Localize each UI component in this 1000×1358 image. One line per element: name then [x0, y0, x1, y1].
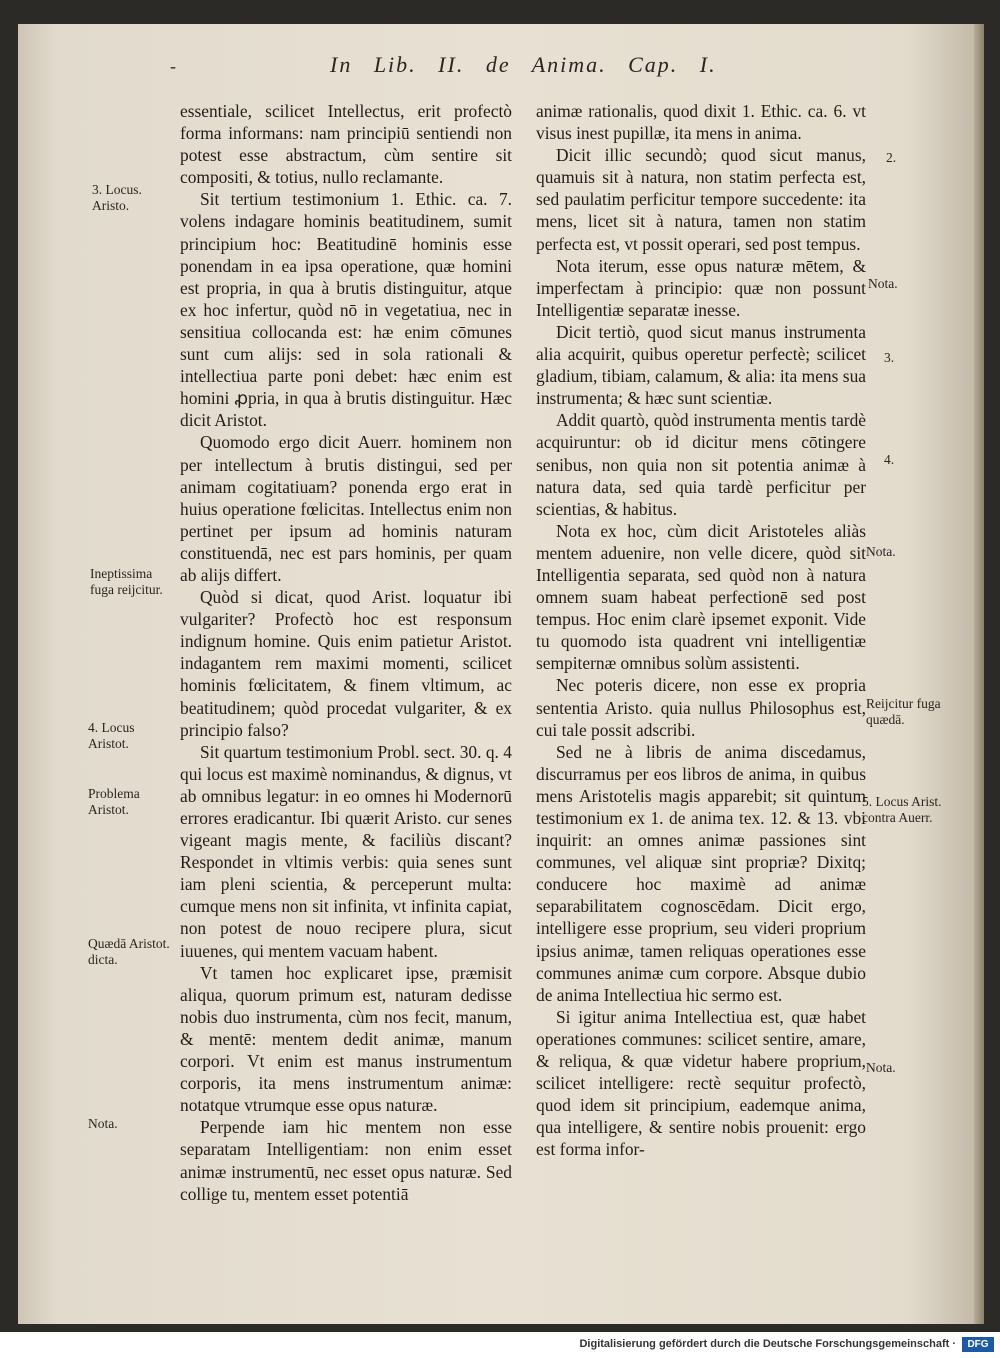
paragraph: Perpende iam hic mentem non esse separatam Intelligentiam: non enim esset animæ instrumentū, nec esset opus naturæ. Sed collige tu, mentem esset potentiā — [180, 1117, 512, 1204]
footer-credit: Digitalisierung gefördert durch die Deutsche Forschungsgemeinschaft · — [579, 1338, 956, 1350]
paragraph: Quòd si dicat, quod Arist. loquatur ibi vulgariter? Profectò hoc est responsum indignum homine. Quis enim patietur Aristot. indagantem rem maximi momenti, scilicet hominis fœlicitatem, & finem vltimum, ac beatitudinem; quòd procedat vulgariter, & ex principio falso? — [180, 587, 512, 740]
paragraph: Addit quartò, quòd instrumenta mentis tardè acquiruntur: ob id dicitur mens cōtingere senibus, non quia non sit potentia animæ à natura data, sed quia tardè perficitur per scientias, & habitus. — [536, 410, 866, 519]
paragraph: animæ rationalis, quod dixit 1. Ethic. ca. 6. vt visus inest pupillæ, ita mens in anima. — [536, 101, 866, 144]
paragraph: Nec poteris dicere, non esse ex propria sententia Aristo. quia nullus Philosophus est, cui tale possit adscribi. — [536, 675, 866, 740]
margin-note: 5. Locus Arist. contra Auerr. — [862, 794, 942, 825]
left-text-column — [180, 100, 512, 1205]
margin-note: Nota. — [866, 544, 896, 559]
paragraph: Quomodo ergo dicit Auerr. hominem non per intellectum à brutis distingui, sed per animam cogitatiuam? ponenda ergo erat in huius operatione fœlicitas. Intellectus enim non pertinet per ipsum ad hominis naturam constituendā, nec est pars hominis, per quam ab alijs differt. — [180, 432, 512, 585]
dfg-logo: DFG — [962, 1337, 994, 1352]
margin-note: Quædā Aristot. dicta. — [88, 936, 170, 967]
paragraph: Nota iterum, esse opus naturæ mētem, & imperfectam à principio: quæ non possunt Intelligentiæ separatæ inesse. — [536, 255, 866, 320]
paragraph: Sed ne à libris de anima discedamus, discurramus per eos libros de anima, in quibus mens Aristotelis magis apparebit; sit quintum testimonium ex 1. de anima tex. 12. & 13. vbi inquirit: an omnes animæ passiones sint communes, vel aliquæ sint propriæ? Dixitq; conducere hoc maximè ad animæ separabilitatem cognoscēdam. Dicit ergo, intelligere esse proprium, seu videri proprium ipsius animæ, tamen reliquas operationes esse communes animæ cum corpore. Absque dubio de anima Intellectiua hic sermo est. — [536, 741, 866, 1005]
margin-note: 3. Locus. Aristo. — [92, 182, 142, 213]
paragraph: Vt tamen hoc explicaret ipse, præmisit aliqua, quorum primum est, naturam dedisse nobis duo instrumenta, cùm nos fecit, manum, & mentē: mentem dedit animæ, manum corpori. Vt enim est manus instrumentum corporis, ita mens instrumentum animæ: notatque vtrumque esse opus naturæ. — [180, 962, 512, 1116]
margin-note: Nota. — [88, 1116, 118, 1131]
margin-note: 3. — [884, 350, 895, 365]
paragraph: Sit tertium testimonium 1. Ethic. ca. 7. volens indagare hominis beatitudinem, sumit principium hoc: Beatitudinē hominis esse ponendam in ea ipsa operatione, quæ homini est propria, in qua à brutis distinguitur, atque ex hoc infertur, quòd nō in vegetatiua, nec in sensitiua collocanda est: hæ enim cōmunes sunt cum alijs: sed in sola rationali & intellectiua parte poni debet: hæc enim est homini ꝓpria, in qua à brutis distinguitur. Hæc dicit Aristot. — [180, 189, 512, 431]
header-dash: - — [170, 56, 176, 76]
margin-note: Problema Aristot. — [88, 786, 140, 817]
right-text-column — [536, 100, 866, 1161]
paragraph: essentiale, scilicet Intellectus, erit profectò forma informans: nam principiū sentiendi non potest esse abstractum, cùm sentire sit compositi, & totius, nullo reclamante. — [180, 101, 512, 188]
paragraph: Dicit illic secundò; quod sicut manus, quamuis sit à natura, non statim perfecta est, sed paulatim perficitur tempore succedente: ita mens, licet sit à natura, tamen non statim perfecta est, vt possit operari, sed post tempus. — [536, 145, 866, 254]
running-head: In Lib. II. de Anima. Cap. I. — [330, 52, 717, 77]
paragraph: Dicit tertiò, quod sicut manus instrumenta alia acquirit, quibus operetur perfectè; scilicet gladium, tibiam, calamum, & alia: ita mens sua instrumenta; & hæc sunt scientiæ. — [536, 321, 866, 409]
margin-note: 2. — [886, 150, 897, 165]
margin-note: Reijcitur fuga quædā. — [866, 696, 941, 727]
margin-note: 4. Locus Aristot. — [88, 720, 135, 751]
page-edge — [974, 24, 984, 1324]
paragraph: Sit quartum testimonium Probl. sect. 30. q. 4 qui locus est maximè nominandus, & dignus, vt ab omnibus legatur: in eo omnes hi Modernorū errores eradicantur. Ibi quærit Aristo. cur senes vigeant magis mente, & faciliùs discant? Respondet in vltimis verbis: quia senes sunt iam pleni scientia, & perceperunt multa: cumque mens non sit infinita, vt infinita capiat, non potest de nouo recipere plura, sicut iuuenes, qui mentem vacuam habent. — [180, 741, 512, 961]
margin-note: Nota. — [866, 1060, 896, 1075]
margin-note: Nota. — [868, 276, 898, 291]
paragraph: Nota ex hoc, cùm dicit Aristoteles aliàs mentem aduenire, non velle dicere, quòd sit Intelligentia separata, sed quòd non à natura omnem suam habeat perfectionē sed post tempus. Hoc enim clarè ipsemet exponit. Vide tu quomodo ista quadrent vni intelligentiæ sempiternæ omnibus solùm assistenti. — [536, 520, 866, 674]
footer-bar — [0, 1332, 1000, 1358]
paragraph: Si igitur anima Intellectiua est, quæ habet operationes communes: scilicet sentire, amare, & reliqua, & quæ videtur habere proprium, scilicet intelligere: rectè sequitur profectò, quod idem sit principium, eademque anima, qua intelligere, & sentire nobis prouenit: ergo est forma infor- — [536, 1006, 866, 1160]
margin-note: Ineptissima fuga reijcitur. — [90, 566, 163, 597]
margin-note: 4. — [884, 452, 895, 467]
